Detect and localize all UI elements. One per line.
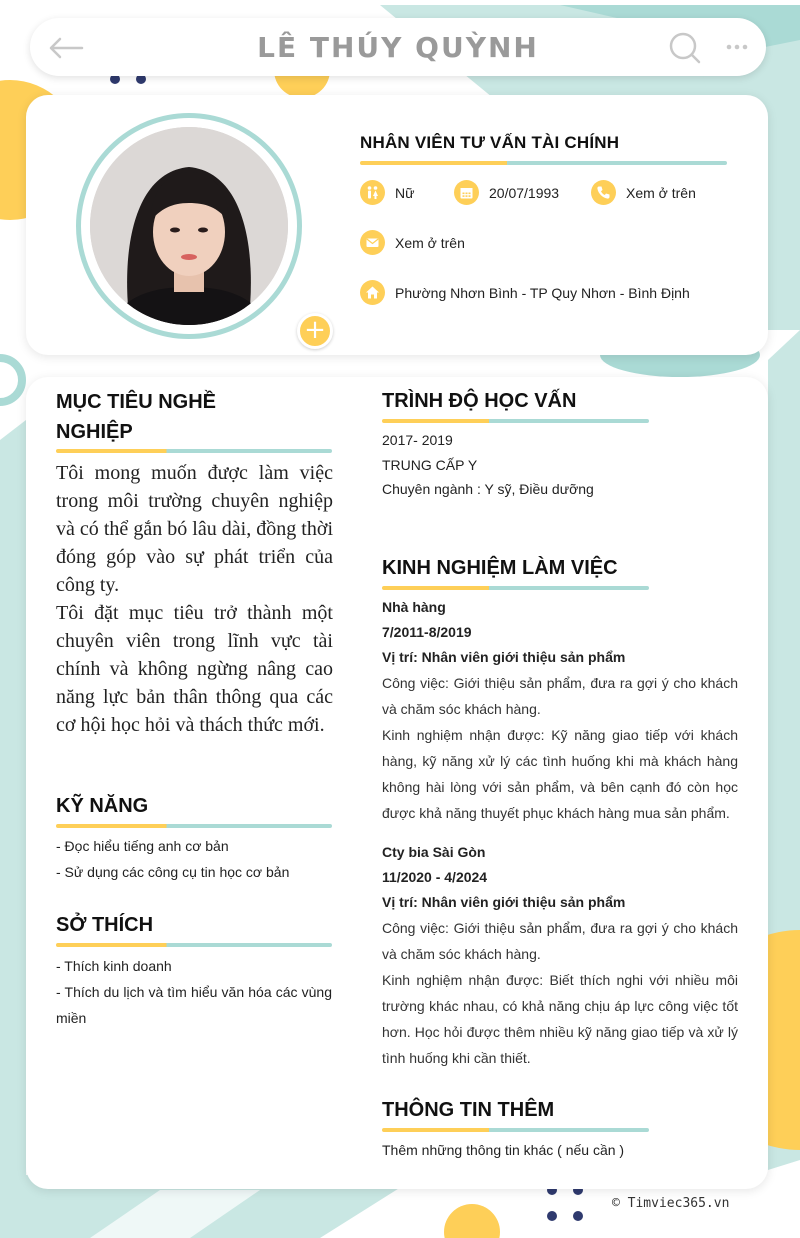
skills-list: [56, 834, 332, 885]
objective-paragraph-1: Tôi mong muốn được làm việc trong môi trường chuyên nghiệp và có thể gắn bó lâu dài, đồng thời đóng góp vào sự phát triển của công ty.: [56, 462, 333, 596]
education-school: TRUNG CẤP Y: [382, 456, 478, 473]
objective-text: [56, 459, 333, 739]
experience-title: KINH NGHIỆM LÀM VIỆC: [382, 557, 618, 579]
job-entry: [382, 840, 738, 1071]
job-period: 7/2011-8/2019: [382, 624, 472, 640]
education-underline: [382, 419, 649, 423]
phone-icon: [591, 180, 616, 205]
search-icon[interactable]: [668, 31, 702, 65]
objective-underline: [56, 449, 332, 453]
job-duties: Công việc: Giới thiệu sản phẩm, đưa ra gợi ý cho khách và chăm sóc khách hàng.: [382, 675, 738, 717]
job-company: Cty bia Sài Gòn: [382, 844, 486, 860]
email-icon: [360, 230, 385, 255]
additional-underline: [382, 1128, 649, 1132]
objective-title: [56, 387, 216, 447]
address-value: Phường Nhơn Bình - TP Quy Nhơn - Bình Định: [395, 284, 690, 301]
footer-copyright: © Timviec365.vn: [612, 1196, 730, 1211]
home-icon: [360, 280, 385, 305]
profile-card: [26, 95, 768, 355]
job-duties: Công việc: Giới thiệu sản phẩm, đưa ra gợi ý cho khách và chăm sóc khách hàng.: [382, 920, 738, 962]
header-bar: [30, 18, 766, 76]
job-period: 11/2020 - 4/2024: [382, 869, 488, 885]
hobby-item: - Thích kinh doanh: [56, 958, 172, 974]
phone-row: [591, 180, 696, 205]
hobby-item: - Thích du lịch và tìm hiểu văn hóa các vùng miền: [56, 984, 332, 1026]
job-entry: [382, 595, 738, 826]
additional-title: THÔNG TIN THÊM: [382, 1099, 555, 1121]
skill-item: - Sử dụng các công cụ tin học cơ bản: [56, 864, 290, 880]
portrait-photo: [90, 127, 288, 325]
additional-text: Thêm những thông tin khác ( nếu cần ): [382, 1142, 625, 1158]
address-row: [360, 280, 690, 305]
more-dots-icon[interactable]: [726, 42, 748, 52]
skill-item: - Đọc hiểu tiếng anh cơ bản: [56, 838, 229, 854]
add-photo-button[interactable]: +: [297, 313, 333, 349]
education-major: Chuyên ngành : Y sỹ, Điều dưỡng: [382, 481, 594, 497]
job-position: Vị trí: Nhân viên giới thiệu sản phẩm: [382, 649, 626, 665]
title-underline: [360, 161, 727, 165]
job-learned: Kinh nghiệm nhận được: Kỹ năng giao tiếp với khách hàng, kỹ năng xử lý các tình huống khi mà khách hàng không hài lòng với sản phẩm, và bên cạnh đó còn học được khả năng thuyết phục khách hàng mua sản phẩm.: [382, 727, 738, 821]
experience-underline: [382, 586, 649, 590]
objective-title-line2: NGHIỆP: [56, 421, 133, 443]
skills-title: KỸ NĂNG: [56, 795, 149, 817]
page-title: LÊ THÚY QUỲNH: [257, 31, 539, 64]
email-value: Xem ở trên: [395, 234, 465, 251]
gender-icon: [360, 180, 385, 205]
birthday-row: [454, 180, 559, 205]
hobbies-title: SỞ THÍCH: [56, 914, 154, 936]
hobbies-list: [56, 953, 332, 1031]
education-details: [382, 428, 738, 502]
job-title: NHÂN VIÊN TƯ VẤN TÀI CHÍNH: [360, 133, 620, 152]
education-title: TRÌNH ĐỘ HỌC VẤN: [382, 390, 577, 412]
education-period: 2017- 2019: [382, 432, 453, 448]
birthday-value: 20/07/1993: [489, 184, 560, 201]
calendar-icon: [454, 180, 479, 205]
job-company: Nhà hàng: [382, 599, 446, 615]
gender-value: Nữ: [395, 184, 415, 201]
avatar-frame: [76, 113, 326, 345]
objective-title-line1: MỤC TIÊU NGHỀ: [56, 391, 216, 413]
phone-value: Xem ở trên: [626, 184, 696, 201]
email-row: [360, 230, 465, 255]
job-position: Vị trí: Nhân viên giới thiệu sản phẩm: [382, 894, 626, 910]
main-card: [26, 377, 768, 1189]
hobbies-underline: [56, 943, 332, 947]
avatar: [90, 127, 288, 325]
skills-underline: [56, 824, 332, 828]
gender-row: [360, 180, 414, 205]
job-learned: Kinh nghiệm nhận được: Biết thích nghi với nhiều môi trường khác nhau, có khả năng chịu áp lực công việc tốt hơn. Học hỏi được thêm nhiều kỹ năng giao tiếp và xử lý tình huống khi cần thiết.: [382, 972, 738, 1066]
objective-paragraph-2: Tôi đặt mục tiêu trở thành một chuyên viên trong lĩnh vực tài chính và không ngừng nâng cao năng lực bản thân thông qua các cơ hội học hỏi và thách thức mới.: [56, 602, 333, 736]
